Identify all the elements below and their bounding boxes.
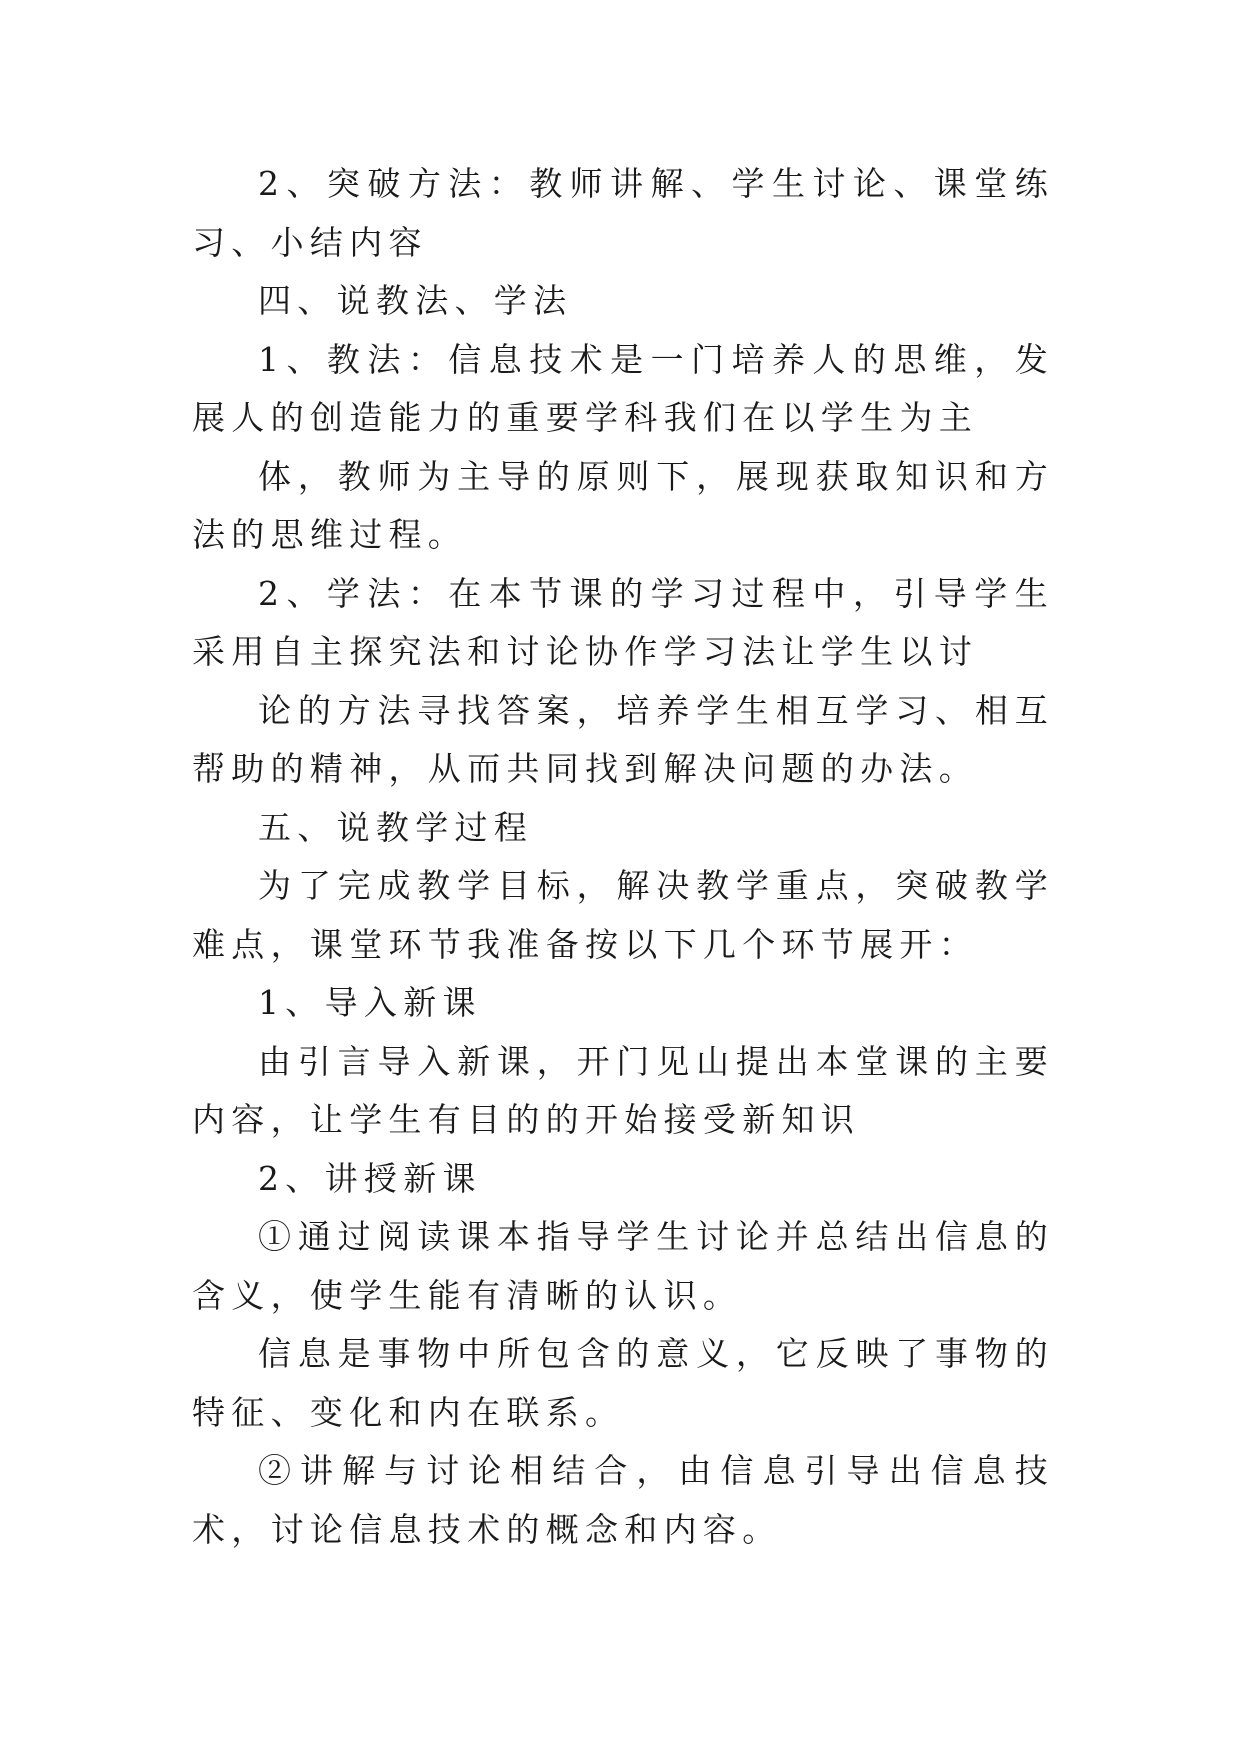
heading-teaching-and-learning-methods: 四、说教法、学法 xyxy=(258,281,573,320)
heading-introduce-new-lesson: 1、导入新课 xyxy=(258,983,482,1022)
paragraph-information-definition: 信息是事物中所包含的意义，它反映了事物的特征、变化和内在联系。 xyxy=(192,1334,1054,1432)
paragraph-process-intro: 为了完成教学目标，解决教学重点，突破教学难点，课堂环节我准备按以下几个环节展开： xyxy=(192,866,1054,964)
document-body xyxy=(192,155,1054,1559)
paragraph-step-two: ②讲解与讨论相结合，由信息引导出信息技术，讨论信息技术的概念和内容。 xyxy=(192,1451,1054,1549)
paragraph-step-one: ①通过阅读课本指导学生讨论并总结出信息的含义，使学生能有清晰的认识。 xyxy=(192,1217,1054,1315)
paragraph-teaching-method: 1、教法：信息技术是一门培养人的思维，发展人的创造能力的重要学科我们在以学生为主 xyxy=(192,339,1054,437)
paragraph-breakthrough-methods: 2、突破方法：教师讲解、学生讨论、课堂练习、小结内容 xyxy=(192,164,1054,262)
paragraph-learning-method-cont: 论的方法寻找答案，培养学生相互学习、相互帮助的精神，从而共同找到解决问题的办法。 xyxy=(192,690,1054,788)
paragraph-learning-method: 2、学法：在本节课的学习过程中，引导学生采用自主探究法和讨论协作学习法让学生以讨 xyxy=(192,573,1054,671)
heading-teaching-process: 五、说教学过程 xyxy=(258,807,534,847)
heading-teach-new-lesson: 2、讲授新课 xyxy=(258,1158,482,1198)
paragraph-introduce-new-lesson: 由引言导入新课，开门见山提出本堂课的主要内容，让学生有目的的开始接受新知识 xyxy=(192,1041,1054,1139)
paragraph-teaching-method-cont: 体，教师为主导的原则下，展现获取知识和方法的思维过程。 xyxy=(192,456,1054,554)
